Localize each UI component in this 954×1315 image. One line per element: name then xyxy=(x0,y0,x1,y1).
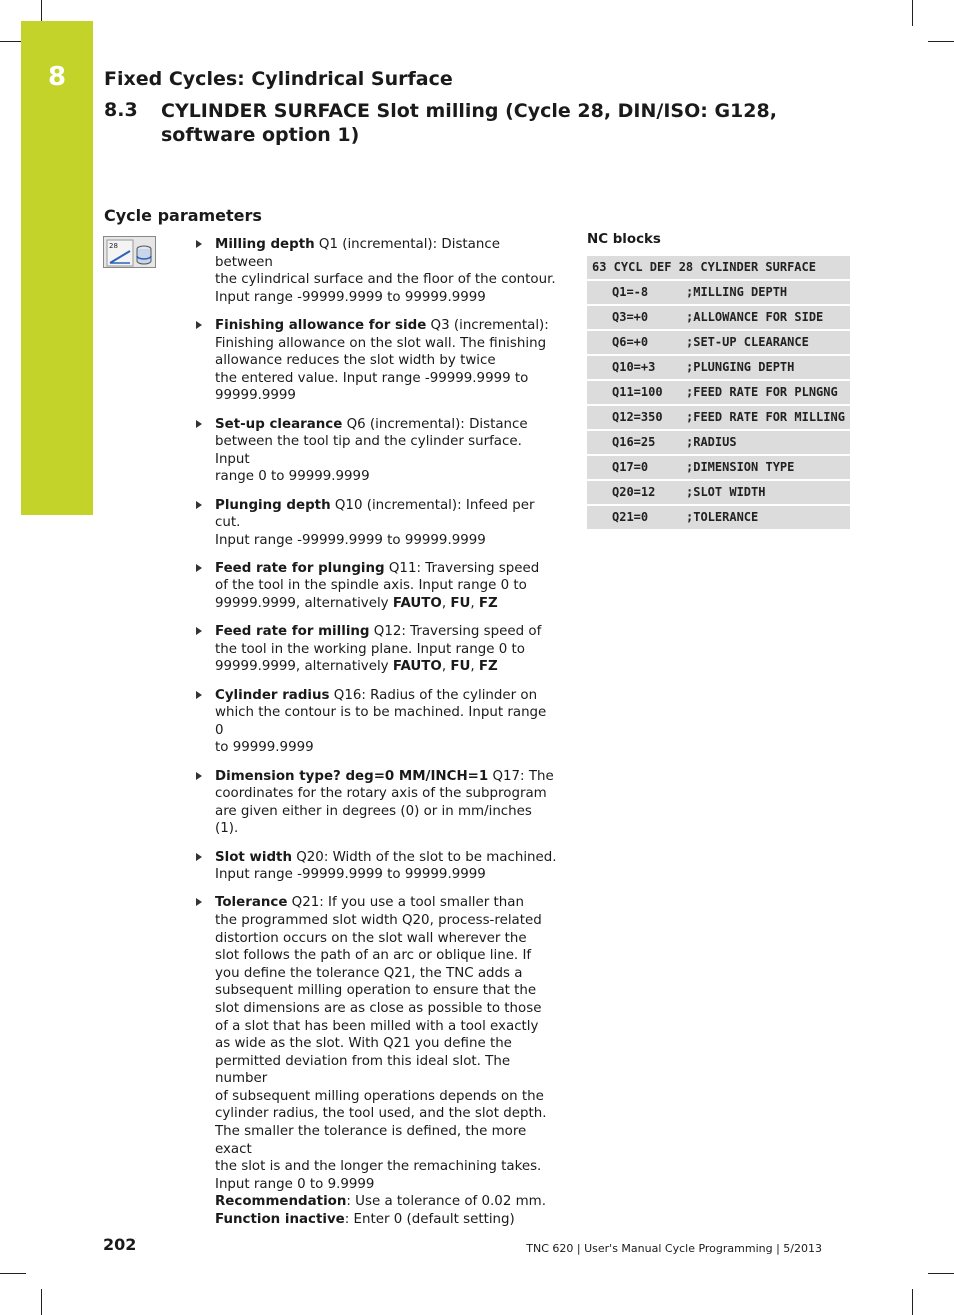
nc-comment-cell: ;TOLERANCE xyxy=(682,505,850,530)
cycle-28-softkey-icon xyxy=(103,236,156,268)
parameter-line xyxy=(215,1053,558,1088)
parameter-text: range 0 to 99999.9999 xyxy=(215,469,370,485)
parameter-text: The smaller the tolerance is defined, the more exact xyxy=(215,1124,527,1157)
parameter-line xyxy=(215,387,558,405)
parameter-line xyxy=(215,947,558,965)
parameter-text: Q6 (incremental): Distance xyxy=(342,416,528,432)
parameter-term: Tolerance xyxy=(215,895,288,911)
nc-parameter-cell: Q17=0 xyxy=(587,455,682,480)
parameter-text: 99999.9999 xyxy=(215,388,296,404)
parameter-term: Milling depth xyxy=(215,237,315,252)
nc-blocks-heading: NC blocks xyxy=(587,232,661,247)
parameter-text: you define the tolerance Q21, the TNC adds a xyxy=(215,965,523,981)
parameter-term: Feed rate for plunging xyxy=(215,560,385,576)
nc-parameter-cell: Q1=-8 xyxy=(587,280,682,305)
triangle-bullet-icon xyxy=(196,898,202,906)
triangle-bullet-icon xyxy=(196,853,202,861)
nc-comment-cell: ;FEED RATE FOR MILLING xyxy=(682,405,850,430)
nc-comment-cell: ;ALLOWANCE FOR SIDE xyxy=(682,305,850,330)
parameter-line xyxy=(215,468,558,486)
parameter-line xyxy=(215,803,558,838)
table-row xyxy=(587,380,850,405)
parameter-term: Cylinder radius xyxy=(215,687,330,703)
parameter-line xyxy=(215,768,558,786)
table-row xyxy=(587,405,850,430)
nc-comment-cell: ;RADIUS xyxy=(682,430,850,455)
parameter-line xyxy=(215,335,558,353)
triangle-bullet-icon xyxy=(196,627,202,635)
list-item xyxy=(196,560,558,613)
note-term: Recommendation xyxy=(215,1194,347,1210)
parameter-line xyxy=(215,532,558,550)
crop-mark xyxy=(928,1273,954,1274)
parameter-text: Finishing allowance on the slot wall. The finishing xyxy=(215,335,547,351)
parameter-line xyxy=(215,1018,558,1036)
triangle-bullet-icon xyxy=(196,240,202,248)
list-item xyxy=(196,416,558,486)
parameter-text: Input range -99999.9999 to 99999.9999 xyxy=(215,532,486,548)
parameter-text: the slot is and the longer the remachining takes. xyxy=(215,1159,542,1175)
parameter-text: coordinates for the rotary axis of the subprogram xyxy=(215,786,547,802)
nc-comment-cell: ;SET-UP CLEARANCE xyxy=(682,330,850,355)
table-row xyxy=(587,480,850,505)
list-item xyxy=(196,236,558,306)
crop-mark xyxy=(41,1289,42,1315)
parameter-text: Q12: Traversing speed of xyxy=(369,624,542,640)
table-row xyxy=(587,355,850,380)
parameter-text: 99999.9999, alternatively xyxy=(215,596,393,612)
parameter-term: Dimension type? deg=0 MM/INCH=1 xyxy=(215,768,489,784)
softkey-label: 28 xyxy=(109,242,118,250)
crop-mark xyxy=(912,1289,913,1315)
parameter-text: Q16: Radius of the cylinder on xyxy=(329,687,538,703)
parameter-text: the entered value. Input range -99999.9999 to xyxy=(215,370,529,386)
parameter-line xyxy=(215,433,558,468)
parameter-text: the tool in the working plane. Input range 0 to xyxy=(215,641,525,657)
triangle-bullet-icon xyxy=(196,420,202,428)
parameter-line xyxy=(215,1158,558,1176)
parameter-line xyxy=(215,577,558,595)
parameter-text: of a slot that has been milled with a tool exactly xyxy=(215,1018,539,1034)
cycle-parameters-heading: Cycle parameters xyxy=(104,206,262,225)
parameter-line xyxy=(215,894,558,912)
nc-comment-cell: ;PLUNGING DEPTH xyxy=(682,355,850,380)
parameter-line xyxy=(215,236,558,271)
parameter-text: Q21: If you use a tool smaller than xyxy=(287,895,524,911)
page-number: 202 xyxy=(103,1235,137,1254)
parameter-line xyxy=(215,352,558,370)
feed-option: FZ xyxy=(478,659,498,675)
parameter-line xyxy=(215,965,558,983)
parameter-text: Q20: Width of the slot to be machined. xyxy=(291,849,557,865)
parameter-line xyxy=(215,1123,558,1158)
parameter-line xyxy=(215,497,558,532)
parameter-line xyxy=(215,1088,558,1106)
parameter-line xyxy=(215,416,558,434)
parameter-text: of subsequent milling operations depends on the xyxy=(215,1088,544,1104)
list-item xyxy=(196,317,558,405)
nc-parameter-cell: Q6=+0 xyxy=(587,330,682,355)
parameter-line xyxy=(215,982,558,1000)
table-row xyxy=(587,455,850,480)
chapter-title: Fixed Cycles: Cylindrical Surface xyxy=(104,68,453,90)
parameter-line xyxy=(215,849,558,867)
parameter-term: Slot width xyxy=(215,849,292,865)
crop-mark xyxy=(928,41,954,42)
parameter-text: of the tool in the spindle axis. Input range 0 to xyxy=(215,578,527,594)
parameter-text: Input range -99999.9999 to 99999.9999 xyxy=(215,289,486,305)
parameter-term: Set-up clearance xyxy=(215,416,343,432)
parameter-text: Input range -99999.9999 to 99999.9999 xyxy=(215,867,486,883)
parameter-line xyxy=(215,289,558,307)
parameter-term: Finishing allowance for side xyxy=(215,317,427,333)
list-item xyxy=(196,768,558,838)
table-row xyxy=(587,280,850,305)
parameter-line xyxy=(215,370,558,388)
parameter-text: Q3 (incremental): xyxy=(426,317,549,333)
parameter-line xyxy=(215,1035,558,1053)
parameter-line: 99999.9999, alternatively FAUTO, FU, FZ xyxy=(215,659,498,675)
feed-option: FU xyxy=(450,659,471,675)
parameter-note xyxy=(215,1211,558,1229)
parameter-text: distortion occurs on the slot wall wherever the xyxy=(215,930,527,946)
parameter-line xyxy=(215,704,558,739)
table-row xyxy=(587,330,850,355)
chapter-number: 8 xyxy=(47,62,67,92)
cycle-parameter-list xyxy=(196,236,558,1239)
nc-comment-cell: ;MILLING DEPTH xyxy=(682,280,850,305)
parameter-text: Input range 0 to 9.9999 xyxy=(215,1176,375,1192)
parameter-text: Q1 (incremental): Distance between xyxy=(215,237,500,270)
note-text: : Use a tolerance of 0.02 mm. xyxy=(346,1194,546,1210)
nc-parameter-cell: Q12=350 xyxy=(587,405,682,430)
parameter-line xyxy=(215,912,558,930)
parameter-text: are given either in degrees (0) or in mm/inches (1). xyxy=(215,803,532,837)
table-row xyxy=(587,256,850,280)
nc-parameter-cell: Q3=+0 xyxy=(587,305,682,330)
feed-option: FAUTO xyxy=(392,596,442,612)
parameter-text: Q10 (incremental): Infeed per cut. xyxy=(215,497,535,531)
parameter-line xyxy=(215,560,558,578)
parameter-line xyxy=(215,739,558,757)
parameter-line xyxy=(215,1000,558,1018)
crop-mark xyxy=(0,1273,26,1274)
parameter-line: 99999.9999, alternatively FAUTO, FU, FZ xyxy=(215,596,498,612)
parameter-line xyxy=(215,866,558,884)
parameter-line xyxy=(215,785,558,803)
parameter-line xyxy=(215,687,558,705)
nc-comment-cell: ;DIMENSION TYPE xyxy=(682,455,850,480)
table-row xyxy=(587,430,850,455)
parameter-line xyxy=(215,1176,558,1194)
parameter-term: Plunging depth xyxy=(215,497,331,513)
nc-parameter-cell: Q20=12 xyxy=(587,480,682,505)
parameter-line xyxy=(215,623,558,641)
parameter-line xyxy=(215,930,558,948)
parameter-text: Q17: The xyxy=(488,768,554,784)
parameter-text: Q11: Traversing speed xyxy=(384,560,540,576)
footer-text: TNC 620 | User's Manual Cycle Programming | 5/2013 xyxy=(526,1242,822,1255)
parameter-text: allowance reduces the slot width by twice xyxy=(215,353,496,369)
list-item xyxy=(196,849,558,884)
section-number: 8.3 xyxy=(104,99,138,121)
nc-parameter-cell: Q16=25 xyxy=(587,430,682,455)
nc-parameter-cell: Q10=+3 xyxy=(587,355,682,380)
parameter-text: the programmed slot width Q20, process-related xyxy=(215,912,542,928)
feed-option: FAUTO xyxy=(392,659,442,675)
table-row xyxy=(587,505,850,530)
nc-comment-cell: ;SLOT WIDTH xyxy=(682,480,850,505)
triangle-bullet-icon xyxy=(196,501,202,509)
list-item xyxy=(196,894,558,1228)
parameter-text: between the tool tip and the cylinder surface. Input xyxy=(215,434,522,467)
parameter-text: as wide as the slot. With Q21 you define the xyxy=(215,1036,512,1052)
note-term: Function inactive xyxy=(215,1212,345,1228)
chapter-band xyxy=(21,21,93,515)
section-title-line: CYLINDER SURFACE Slot milling (Cycle 28, DIN/ISO: G128, xyxy=(161,100,777,122)
list-item xyxy=(196,497,558,550)
nc-blocks-table xyxy=(587,256,850,531)
parameter-line xyxy=(215,271,558,289)
parameter-text: cylinder radius, the tool used, and the slot depth. xyxy=(215,1106,547,1122)
nc-parameter-cell: Q21=0 xyxy=(587,505,682,530)
nc-comment-cell: ;FEED RATE FOR PLNGNG xyxy=(682,380,850,405)
table-row xyxy=(587,305,850,330)
nc-header-cell: 63 CYCL DEF 28 CYLINDER SURFACE xyxy=(587,256,850,280)
section-title xyxy=(161,99,801,147)
parameter-text: to 99999.9999 xyxy=(215,740,314,756)
parameter-line xyxy=(215,641,558,659)
triangle-bullet-icon xyxy=(196,772,202,780)
note-text: : Enter 0 (default setting) xyxy=(344,1212,515,1228)
section-title-line: software option 1) xyxy=(161,124,360,146)
parameter-text: slot follows the path of an arc or oblique line. If xyxy=(215,948,532,964)
triangle-bullet-icon xyxy=(196,321,202,329)
parameter-text: permitted deviation from this ideal slot. The number xyxy=(215,1053,511,1087)
crop-mark xyxy=(912,0,913,26)
parameter-text: 99999.9999, alternatively xyxy=(215,659,393,675)
list-item xyxy=(196,687,558,757)
parameter-text: which the contour is to be machined. Input range 0 xyxy=(215,705,547,738)
nc-parameter-cell: Q11=100 xyxy=(587,380,682,405)
parameter-line xyxy=(215,1105,558,1123)
parameter-line xyxy=(215,317,558,335)
feed-option: FU xyxy=(450,596,471,612)
parameter-text: slot dimensions are as close as possible to those xyxy=(215,1000,542,1016)
parameter-text: subsequent milling operation to ensure that the xyxy=(215,983,537,999)
triangle-bullet-icon xyxy=(196,564,202,572)
feed-option: FZ xyxy=(478,596,498,612)
list-item xyxy=(196,623,558,676)
parameter-term: Feed rate for milling xyxy=(215,624,370,640)
triangle-bullet-icon xyxy=(196,691,202,699)
parameter-text: the cylindrical surface and the floor of the contour. xyxy=(215,272,556,288)
parameter-note xyxy=(215,1193,558,1211)
